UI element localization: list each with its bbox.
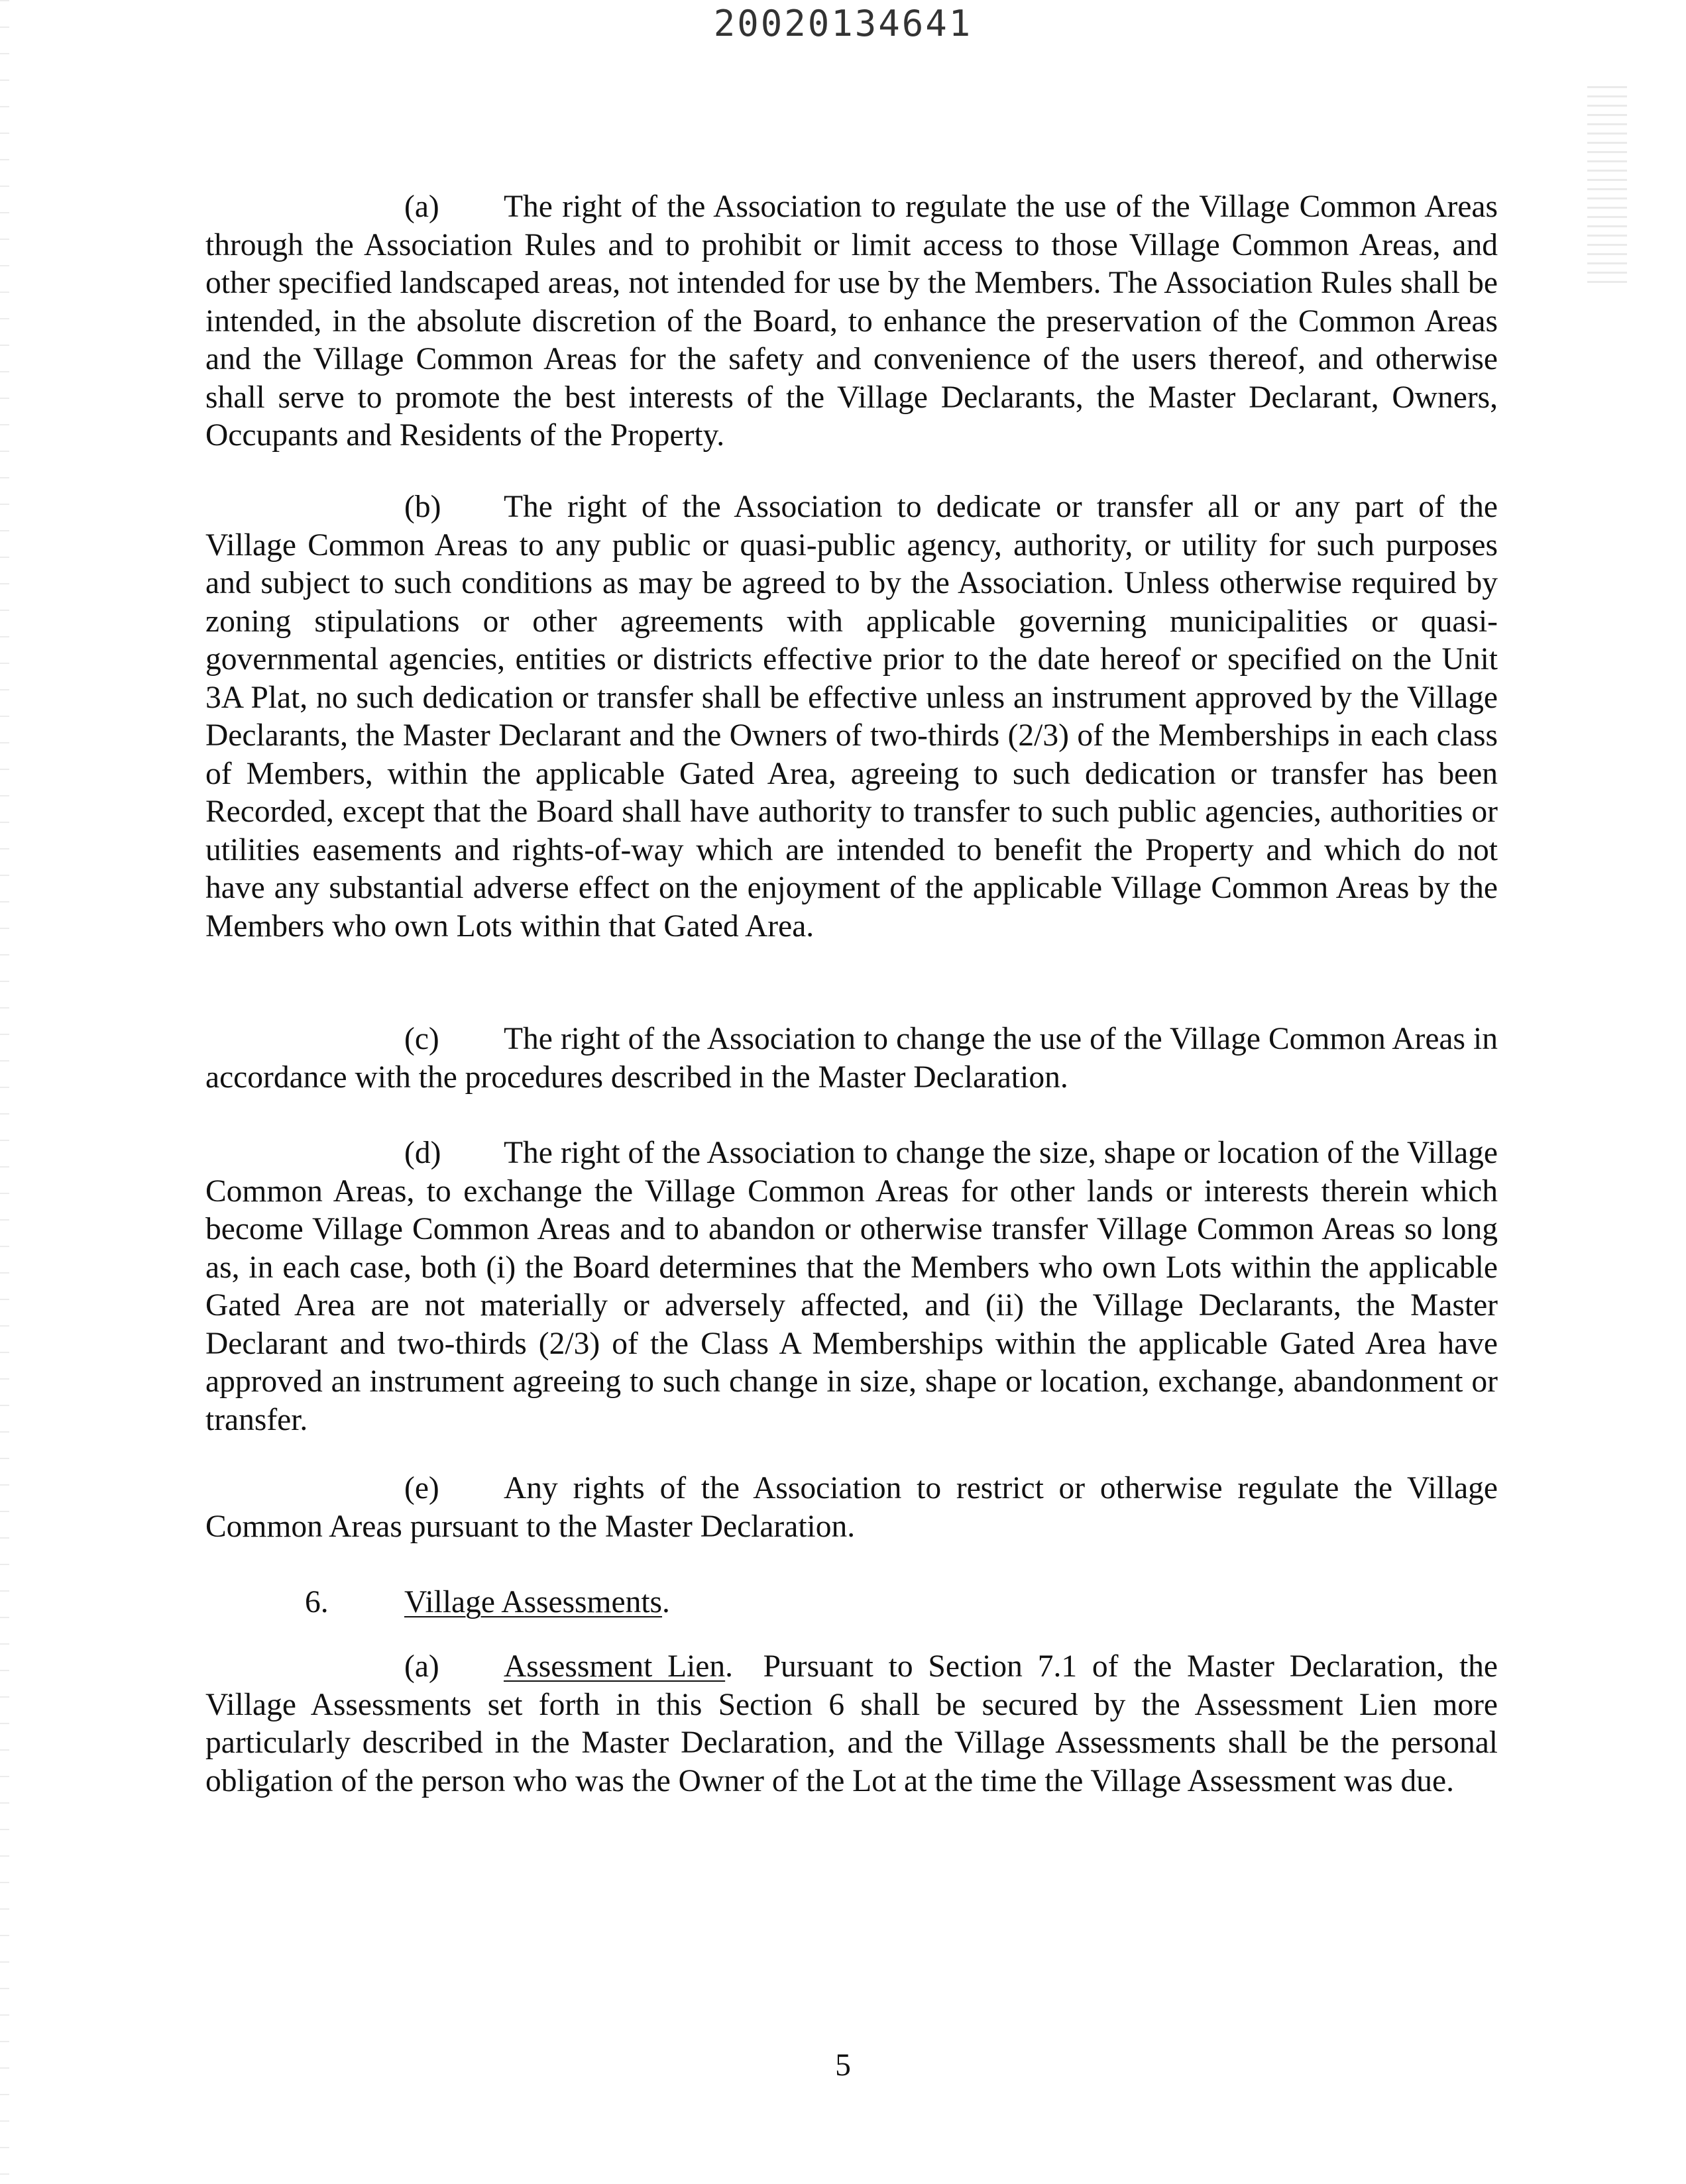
paragraph-c	[205, 1020, 1498, 1097]
section-title-suffix: .	[662, 1585, 670, 1619]
section-number: 6.	[305, 1585, 329, 1619]
paragraph-text: The right of the Association to dedicate or transfer all or any part of the Village Common Areas to any public or quasi-public agency, authority, or utility for such purposes and subject to such conditions as may be agreed to by the Association. Unless otherwise required by zoning stipulations or other agreements with applicable governing municipalities or quasi-governmental agencies, entities or districts effective prior to the date hereof or specified on the Unit 3A Plat, no such dedication or transfer shall be effective unless an instrument approved by the Village Declarants, the Master Declarant and the Owners of two-thirds (2/3) of the Memberships in each class of Members, within the applicable Gated Area, agreeing to such dedication or transfer has been Recorded, except that the Board shall have authority to transfer to such public agencies, authorities or utilities easements and rights-of-way which are intended to benefit the Property and which do not have any substantial adverse effect on the enjoyment of the applicable Village Common Areas by the Members who own Lots within that Gated Area.	[205, 490, 1498, 944]
paragraph-label: (a)	[404, 190, 439, 224]
paragraph-text: The right of the Association to change the size, shape or location of the Village Common Areas, to exchange the Village Common Areas for other lands or interests therein which become Village Common Areas and to abandon or otherwise transfer Village Common Areas so long as, in each case, both (i) the Board determines that the Members who own Lots within the applicable Gated Area are not materially or adversely affected, and (ii) the Village Declarants, the Master Declarant and two-thirds (2/3) of the Class A Memberships within the applicable Gated Area have approved an instrument agreeing to such change in size, shape or location, exchange, abandonment or transfer.	[205, 1136, 1498, 1437]
scan-edge-marks	[0, 0, 9, 2184]
paragraph-label: (d)	[404, 1136, 441, 1170]
paragraph-e	[205, 1470, 1498, 1546]
paragraph-6a	[205, 1648, 1498, 1800]
paragraph-b	[205, 488, 1498, 946]
paragraph-text: Any rights of the Association to restrict or otherwise regulate the Village Common Areas pursuant to the Master Declaration.	[205, 1471, 1498, 1544]
paragraph-label: (e)	[404, 1471, 439, 1505]
page-number: 5	[835, 2048, 851, 2083]
recording-stamp-mark	[1587, 86, 1627, 285]
section-title: Village Assessments	[404, 1585, 662, 1619]
paragraph-d	[205, 1134, 1498, 1439]
paragraph-label: (b)	[404, 490, 441, 524]
paragraph-text: The right of the Association to change the use of the Village Common Areas in accordance with the procedures described in the Master Declaration.	[205, 1022, 1498, 1095]
subsection-heading: Assessment Lien	[504, 1649, 726, 1684]
paragraph-text: Pursuant to Section 7.1 of the Master Declaration, the Village Assessments set forth in this Section 6 shall be secured by the Assessment Lien more particularly described in the Master Declaration, and the Village Assessments shall be the personal obligation of the person who was the Owner of the Lot at the time the Village Assessment was due.	[205, 1649, 1498, 1798]
subsection-heading-suffix: .	[725, 1649, 734, 1684]
section-6-heading	[305, 1584, 670, 1622]
paragraph-label: (a)	[404, 1649, 439, 1684]
paragraph-a	[205, 188, 1498, 455]
paragraph-text: The right of the Association to regulate the use of the Village Common Areas through the Association Rules and to prohibit or limit access to those Village Common Areas, and other specified landscaped areas, not intended for use by the Members. The Association Rules shall be intended, in the absolute discretion of the Board, to enhance the preservation of the Common Areas and the Village Common Areas for the safety and convenience of the users thereof, and otherwise shall serve to promote the best interests of the Village Declarants, the Master Declarant, Owners, Occupants and Residents of the Property.	[205, 190, 1498, 453]
document-number: 20020134641	[713, 3, 973, 44]
paragraph-label: (c)	[404, 1022, 439, 1056]
